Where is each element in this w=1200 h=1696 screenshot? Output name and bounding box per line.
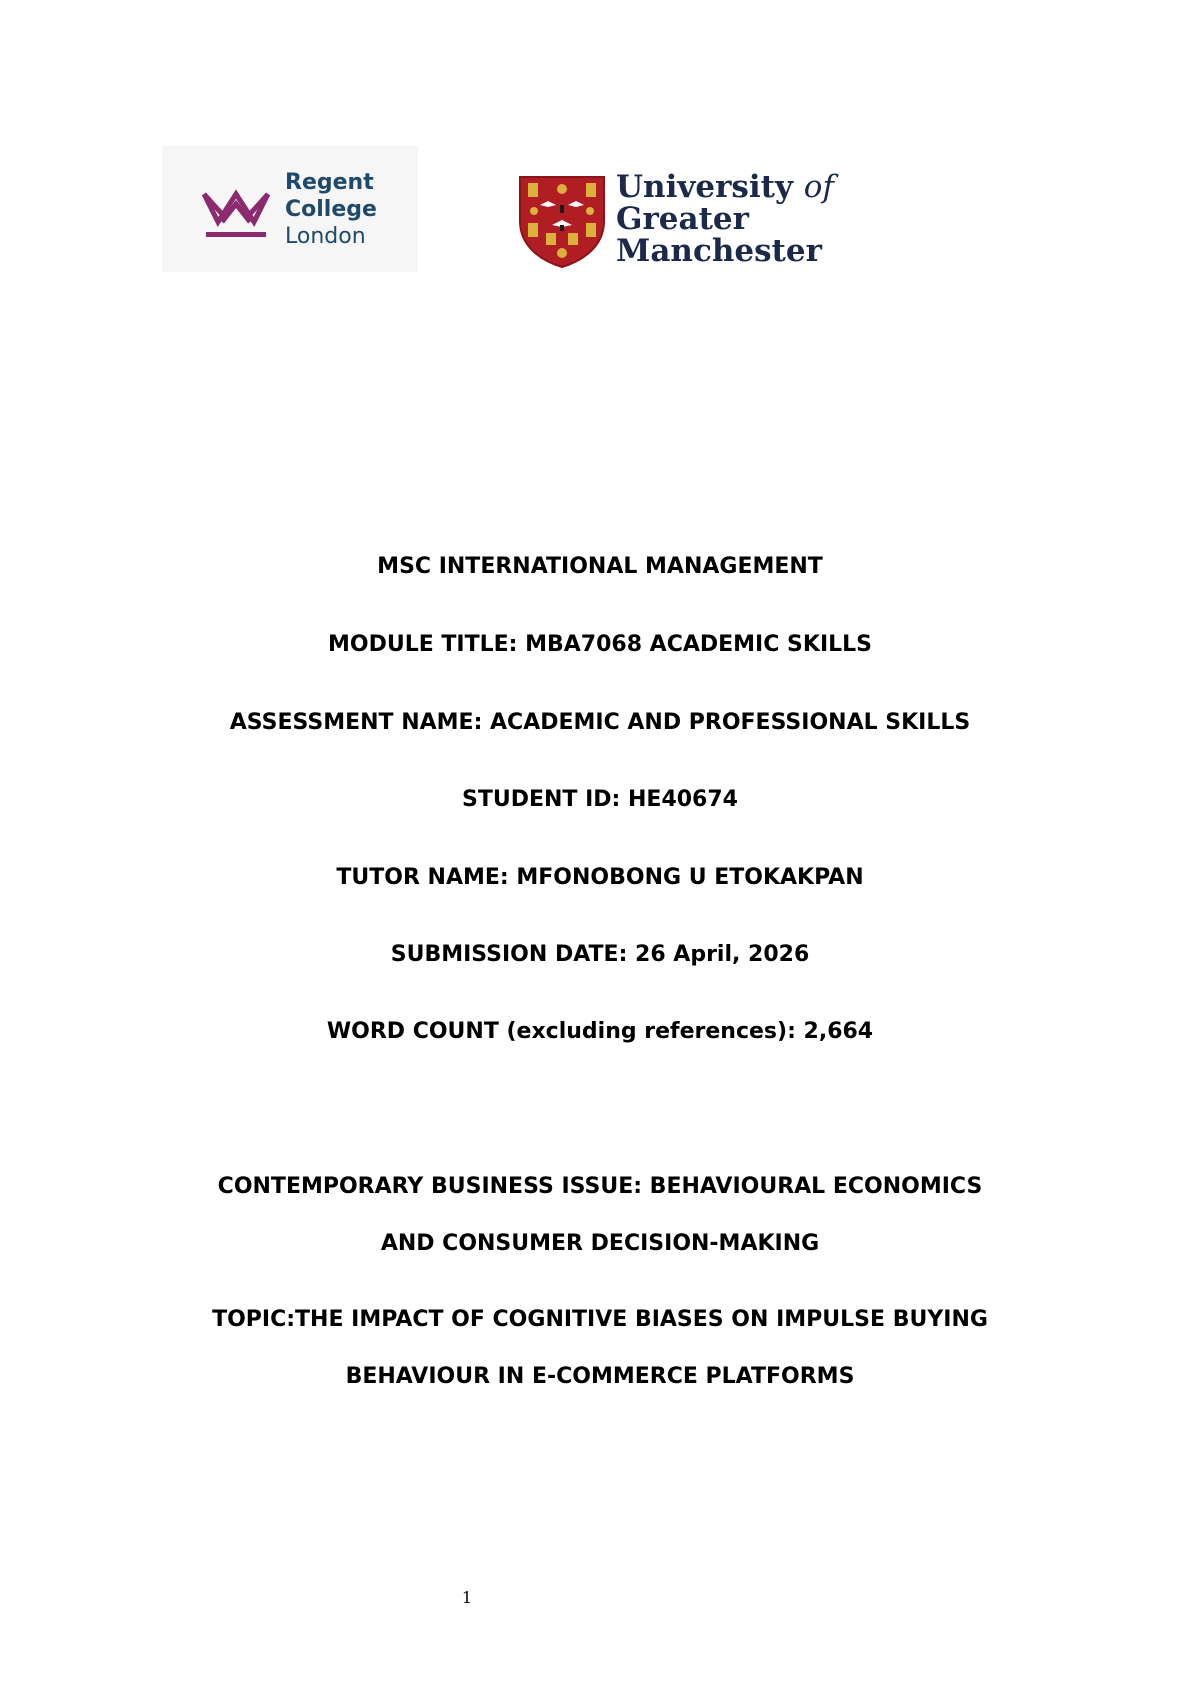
ugm-wordmark <box>616 171 834 267</box>
student-id: STUDENT ID: HE40674 <box>462 787 738 812</box>
regent-line-3: London <box>285 224 366 249</box>
assessment-name: ASSESSMENT NAME: ACADEMIC AND PROFESSIONAL SKILLS <box>229 710 971 735</box>
ugm-line-1 <box>616 171 834 203</box>
topic-line-1: TOPIC:THE IMPACT OF COGNITIVE BIASES ON IMPULSE BUYING <box>212 1307 988 1332</box>
tutor-name: TUTOR NAME: MFONOBONG U ETOKAKPAN <box>336 865 864 890</box>
submission-date: SUBMISSION DATE: 26 April, 2026 <box>390 942 810 967</box>
coat-of-arms-icon <box>518 175 606 269</box>
module-title: MODULE TITLE: MBA7068 ACADEMIC SKILLS <box>327 632 873 657</box>
crown-icon <box>200 186 272 242</box>
programme-title: MSC INTERNATIONAL MANAGEMENT <box>377 554 823 579</box>
word-count: WORD COUNT (excluding references): 2,664 <box>326 1019 874 1044</box>
regent-line-1: Regent <box>285 170 374 195</box>
business-issue-line-2: AND CONSUMER DECISION-MAKING <box>380 1231 820 1256</box>
business-issue-line-1: CONTEMPORARY BUSINESS ISSUE: BEHAVIOURAL ECONOMICS <box>217 1174 983 1199</box>
regent-college-logo <box>162 146 418 272</box>
ugm-line-3: Manchester <box>616 233 822 269</box>
ugm-of: of <box>803 169 834 205</box>
topic-line-2: BEHAVIOUR IN E-COMMERCE PLATFORMS <box>345 1364 855 1389</box>
page-number: 1 <box>461 1588 473 1607</box>
ugm-university: University <box>616 169 793 205</box>
ugm-line-2: Greater <box>616 201 749 237</box>
regent-line-2: College <box>285 197 377 222</box>
university-greater-manchester-logo <box>518 169 858 275</box>
regent-wordmark <box>285 169 377 250</box>
